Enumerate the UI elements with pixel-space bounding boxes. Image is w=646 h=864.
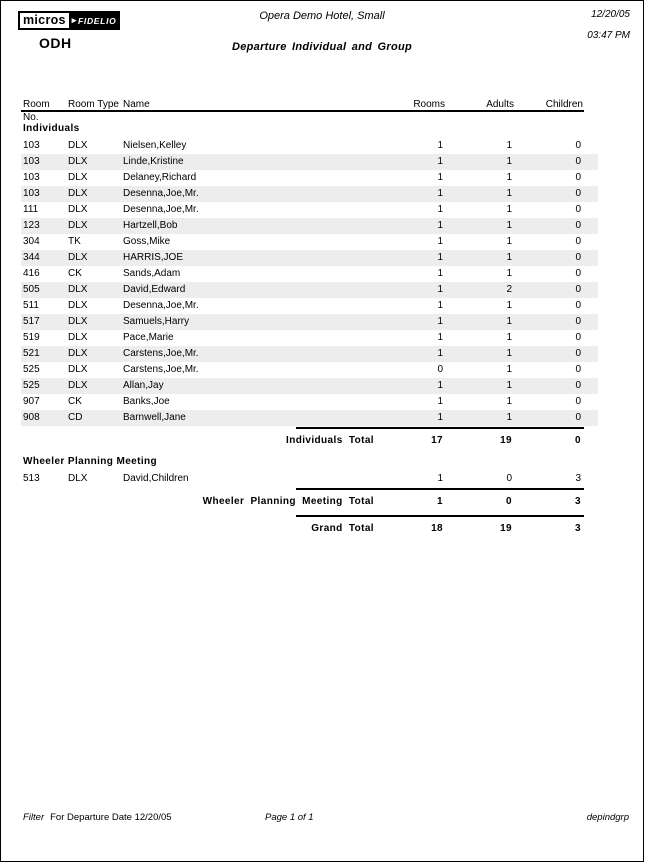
section-total-row (21, 429, 584, 453)
cell-adults: 1 (506, 348, 512, 359)
cell-adults: 1 (506, 412, 512, 423)
cell-room-type: DLX (68, 348, 88, 359)
cell-guest-name: Samuels,Harry (123, 316, 190, 327)
table-row (21, 266, 598, 282)
cell-room-type: CK (68, 396, 82, 407)
cell-room-no: 505 (23, 284, 40, 295)
column-header-room-type: Room Type (68, 99, 119, 110)
cell-room-no: 525 (23, 364, 40, 375)
table-row (21, 314, 598, 330)
section-title: Wheeler Planning Meeting (23, 456, 158, 467)
cell-adults: 1 (506, 252, 512, 263)
cell-adults: 1 (506, 316, 512, 327)
total-label: Grand Total (311, 523, 374, 534)
cell-children: 0 (575, 268, 581, 279)
cell-guest-name: Carstens,Joe,Mr. (123, 364, 199, 375)
cell-room-no: 103 (23, 172, 40, 183)
cell-guest-name: David,Children (123, 473, 189, 484)
cell-room-no: 513 (23, 473, 40, 484)
cell-room-no: 111 (23, 204, 39, 215)
cell-guest-name: Desenna,Joe,Mr. (123, 300, 199, 311)
cell-room-no: 103 (23, 156, 40, 167)
table-row (21, 330, 598, 346)
cell-room-no: 525 (23, 380, 40, 391)
cell-adults: 2 (506, 284, 512, 295)
cell-rooms: 1 (437, 140, 443, 151)
micros-logo-text: micros (18, 11, 71, 30)
cell-children: 0 (575, 396, 581, 407)
cell-adults: 1 (506, 396, 512, 407)
section-title: Individuals (23, 123, 80, 134)
cell-rooms: 1 (437, 236, 443, 247)
cell-guest-name: Delaney,Richard (123, 172, 197, 183)
cell-rooms: 1 (437, 380, 443, 391)
cell-rooms: 1 (437, 316, 443, 327)
column-header-name: Name (123, 99, 150, 110)
cell-rooms: 1 (437, 332, 443, 343)
cell-rooms: 1 (437, 348, 443, 359)
cell-rooms: 1 (437, 300, 443, 311)
cell-children: 0 (575, 236, 581, 247)
cell-adults: 1 (506, 156, 512, 167)
cell-room-no: 123 (23, 220, 40, 231)
total-children: 0 (575, 435, 581, 446)
cell-room-type: DLX (68, 140, 88, 151)
page-number: Page 1 of 1 (265, 812, 314, 823)
total-rooms: 1 (437, 496, 443, 507)
table-row (21, 298, 598, 314)
cell-children: 0 (575, 364, 581, 375)
cell-room-type: DLX (68, 473, 88, 484)
cell-adults: 1 (506, 140, 512, 151)
cell-children: 0 (575, 348, 581, 359)
cell-rooms: 1 (437, 156, 443, 167)
cell-guest-name: Desenna,Joe,Mr. (123, 188, 199, 199)
cell-adults: 1 (506, 268, 512, 279)
cell-rooms: 1 (437, 412, 443, 423)
cell-room-type: DLX (68, 380, 88, 391)
cell-guest-name: HARRIS,JOE (123, 252, 184, 263)
cell-room-type: DLX (68, 364, 88, 375)
table-row (21, 170, 598, 186)
table-row (21, 362, 598, 378)
table-row (21, 282, 598, 298)
table-row (21, 234, 598, 250)
cell-adults: 1 (506, 236, 512, 247)
cell-children: 0 (575, 252, 581, 263)
cell-guest-name: Banks,Joe (123, 396, 170, 407)
grand-total-row (21, 517, 584, 541)
cell-rooms: 1 (437, 220, 443, 231)
cell-room-type: DLX (68, 316, 88, 327)
cell-adults: 1 (506, 380, 512, 391)
cell-rooms: 1 (437, 252, 443, 263)
logo-arrow-icon: ▸ (71, 15, 78, 25)
total-children: 3 (575, 523, 581, 534)
cell-children: 0 (575, 412, 581, 423)
hotel-name: Opera Demo Hotel, Small (259, 10, 385, 22)
cell-children: 0 (575, 284, 581, 295)
cell-guest-name: Hartzell,Bob (123, 220, 178, 231)
report-title: Departure Individual and Group (231, 41, 413, 53)
table-row (21, 202, 598, 218)
table-row (21, 186, 598, 202)
cell-children: 0 (575, 156, 581, 167)
cell-adults: 1 (506, 220, 512, 231)
total-children: 3 (575, 496, 581, 507)
table-row (21, 410, 598, 426)
cell-children: 0 (575, 380, 581, 391)
table-row (21, 378, 598, 394)
cell-rooms: 1 (437, 204, 443, 215)
section-total-row (21, 490, 584, 514)
cell-children: 0 (575, 332, 581, 343)
table-row (21, 346, 598, 362)
cell-rooms: 1 (437, 268, 443, 279)
cell-room-type: DLX (68, 220, 88, 231)
cell-guest-name: Pace,Marie (123, 332, 174, 343)
cell-room-no: 103 (23, 188, 40, 199)
report-date: 12/20/05 (591, 9, 630, 20)
cell-room-type: TK (68, 236, 81, 247)
table-body (1, 120, 643, 541)
cell-room-type: DLX (68, 252, 88, 263)
cell-children: 0 (575, 300, 581, 311)
total-adults: 19 (500, 523, 512, 534)
table-row (21, 394, 598, 410)
cell-adults: 0 (506, 473, 512, 484)
report-time: 03:47 PM (587, 30, 630, 41)
table-row (21, 250, 598, 266)
cell-children: 0 (575, 172, 581, 183)
table-row (21, 138, 598, 154)
column-header-adults: Adults (486, 99, 514, 110)
cell-room-type: DLX (68, 204, 88, 215)
cell-children: 0 (575, 140, 581, 151)
cell-children: 0 (575, 188, 581, 199)
cell-rooms: 1 (437, 188, 443, 199)
total-label: Individuals Total (286, 435, 374, 446)
table-row (21, 154, 598, 170)
footer-filter (23, 812, 172, 823)
cell-children: 0 (575, 204, 581, 215)
property-code: ODH (39, 35, 72, 51)
report-code: depindgrp (586, 812, 629, 823)
cell-guest-name: Barnwell,Jane (123, 412, 186, 423)
cell-rooms: 1 (437, 396, 443, 407)
cell-adults: 1 (506, 364, 512, 375)
cell-adults: 1 (506, 300, 512, 311)
cell-room-type: DLX (68, 188, 88, 199)
cell-room-type: DLX (68, 172, 88, 183)
cell-room-type: CD (68, 412, 83, 423)
cell-guest-name: David,Edward (123, 284, 186, 295)
column-header-rooms: Rooms (413, 99, 445, 110)
cell-room-type: DLX (68, 332, 88, 343)
cell-adults: 1 (506, 188, 512, 199)
column-header-children: Children (545, 99, 583, 110)
cell-guest-name: Sands,Adam (123, 268, 181, 279)
column-header-room-no: Room No. (23, 99, 50, 123)
total-rooms: 18 (431, 523, 443, 534)
cell-rooms: 0 (437, 364, 443, 375)
cell-room-no: 907 (23, 396, 40, 407)
filter-label: Filter (23, 812, 45, 823)
cell-rooms: 1 (437, 284, 443, 295)
cell-room-no: 517 (23, 316, 40, 327)
cell-children: 3 (575, 473, 581, 484)
cell-room-no: 416 (23, 268, 40, 279)
cell-guest-name: Linde,Kristine (123, 156, 184, 167)
fidelio-logo-text: FIDELIO (78, 15, 117, 26)
total-rooms: 17 (431, 435, 443, 446)
cell-room-no: 344 (23, 252, 40, 263)
cell-guest-name: Carstens,Joe,Mr. (123, 348, 199, 359)
cell-guest-name: Goss,Mike (123, 236, 171, 247)
cell-room-no: 521 (23, 348, 40, 359)
cell-room-no: 519 (23, 332, 40, 343)
cell-room-type: CK (68, 268, 82, 279)
table-row (21, 218, 598, 234)
cell-rooms: 1 (437, 473, 443, 484)
cell-children: 0 (575, 316, 581, 327)
cell-adults: 1 (506, 172, 512, 183)
filter-value: For Departure Date 12/20/05 (50, 812, 172, 823)
cell-room-no: 103 (23, 140, 40, 151)
cell-guest-name: Nielsen,Kelley (123, 140, 187, 151)
cell-guest-name: Allan,Jay (123, 380, 164, 391)
cell-adults: 1 (506, 332, 512, 343)
cell-children: 0 (575, 220, 581, 231)
cell-room-type: DLX (68, 300, 88, 311)
total-label: Wheeler Planning Meeting Total (202, 496, 374, 507)
total-adults: 19 (500, 435, 512, 446)
table-header (21, 98, 584, 123)
cell-room-no: 908 (23, 412, 40, 423)
cell-room-type: DLX (68, 284, 88, 295)
cell-rooms: 1 (437, 172, 443, 183)
cell-adults: 1 (506, 204, 512, 215)
table-row (21, 471, 598, 487)
cell-guest-name: Desenna,Joe,Mr. (123, 204, 199, 215)
cell-room-no: 511 (23, 300, 39, 311)
cell-room-no: 304 (23, 236, 40, 247)
total-adults: 0 (506, 496, 512, 507)
cell-room-type: DLX (68, 156, 88, 167)
